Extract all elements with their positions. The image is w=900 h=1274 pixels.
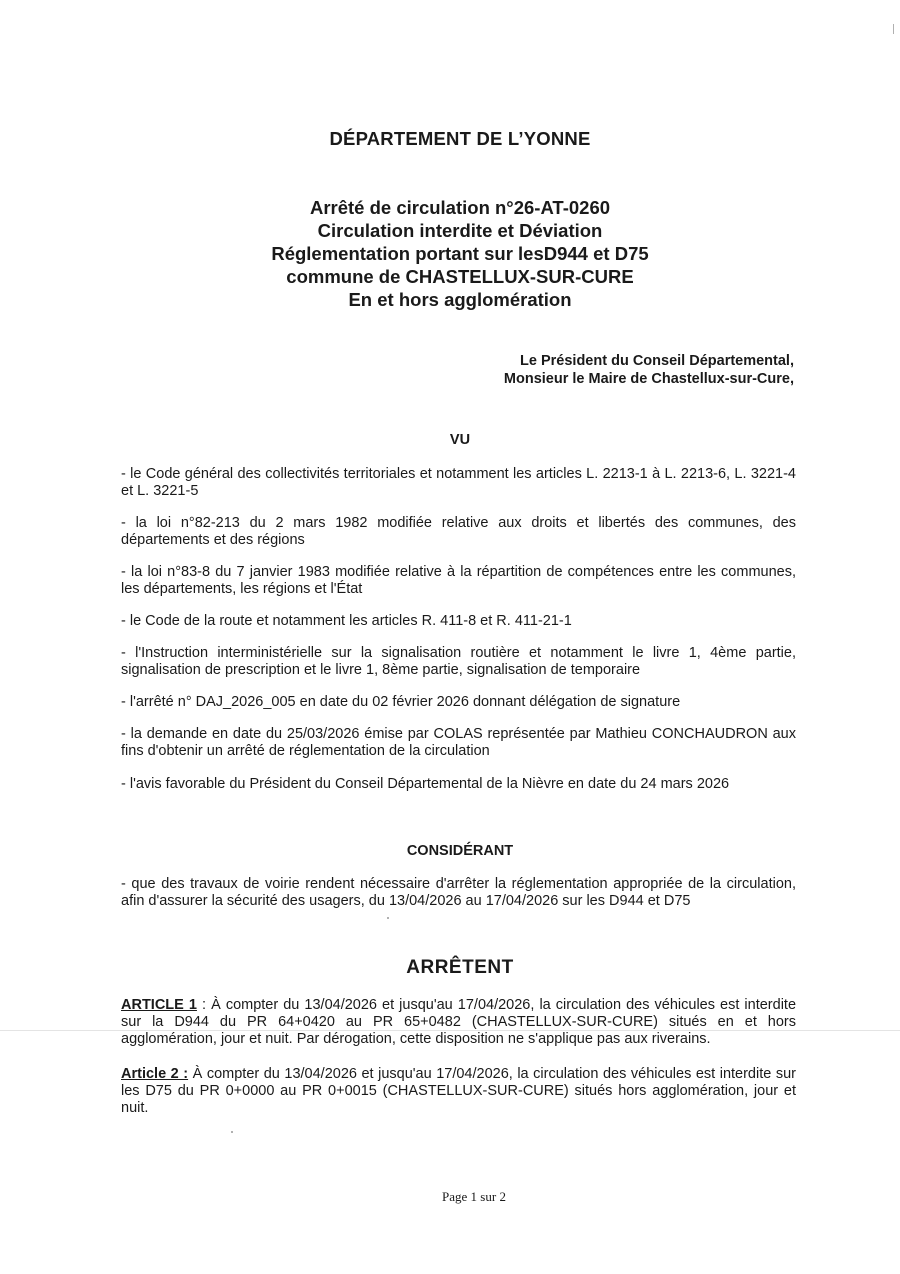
scan-corner-mark xyxy=(893,24,898,34)
decree-title-line: Arrêté de circulation n°26-AT-0260 xyxy=(309,197,611,218)
article-1-label: ARTICLE 1 xyxy=(121,997,197,1013)
article-2 xyxy=(121,1066,796,1117)
vu-item: - la loi n°82-213 du 2 mars 1982 modifiée relative aux droits et libertés des communes, des départements et des régions xyxy=(121,515,796,548)
scan-speck xyxy=(231,1131,233,1133)
vu-item: - le Code général des collectivités territoriales et notamment les articles L. 2213-1 à L. 2213-6, L. 3221-4 et L. 3221-5 xyxy=(121,466,796,499)
decree-title-line: Réglementation portant sur lesD944 et D75 xyxy=(271,243,649,264)
department-heading: DÉPARTEMENT DE L’YONNE xyxy=(329,128,591,149)
article-1-text: À compter du 13/04/2026 et jusqu'au 17/04/2026, la circulation des véhicules est interdite sur la D944 du PR 64+0420 au PR 65+0482 (CHASTELLUX-SUR-CURE) situés en et hors agglomération, jour et nuit. Par dérogation, cette disposition ne s'applique pas aux riverains. xyxy=(121,997,797,1047)
considerant-text: - que des travaux de voirie rendent nécessaire d'arrêter la réglementation appropriée de la circulation, afin d'assurer la sécurité des usagers, du 13/04/2026 au 17/04/2026 sur les D944 et D75 xyxy=(121,876,796,909)
article-1 xyxy=(121,997,796,1048)
vu-item: - la loi n°83-8 du 7 janvier 1983 modifiée relative à la répartition de compétences entre les communes, les départements, les régions et l'État xyxy=(121,564,796,597)
page-footer: Page 1 sur 2 xyxy=(442,1189,506,1204)
vu-item: - l'arrêté n° DAJ_2026_005 en date du 02 février 2026 donnant délégation de signature xyxy=(121,694,681,710)
signatory-line: Monsieur le Maire de Chastellux-sur-Cure, xyxy=(503,371,794,387)
vu-item: - l'Instruction interministérielle sur la signalisation routière et notamment le livre 1, 4ème partie, signalisation de prescription et le livre 1, 8ème partie, signalisation de temporaire xyxy=(121,645,796,678)
article-1-separator: : xyxy=(196,997,212,1013)
vu-item: - le Code de la route et notamment les articles R. 411-8 et R. 411-21-1 xyxy=(121,613,572,629)
decree-title-line: En et hors agglomération xyxy=(348,289,572,310)
decree-title-line: Circulation interdite et Déviation xyxy=(317,220,603,241)
considerant-heading: CONSIDÉRANT xyxy=(406,843,514,859)
article-2-text: À compter du 13/04/2026 et jusqu'au 17/04/2026, la circulation des véhicules est interdite sur les D75 du PR 0+0000 au PR 0+0015 (CHASTELLUX-SUR-CURE) situés hors agglomération, jour et nuit. xyxy=(121,1066,796,1116)
decree-title-block xyxy=(0,196,900,311)
scan-speck xyxy=(387,917,389,919)
arretent-heading: ARRÊTENT xyxy=(406,957,514,978)
vu-item: - l'avis favorable du Président du Conseil Départemental de la Nièvre en date du 24 mars 2026 xyxy=(121,776,730,792)
decree-title-line: commune de CHASTELLUX-SUR-CURE xyxy=(286,266,634,287)
signatories-block xyxy=(504,352,794,388)
article-2-label: Article 2 : xyxy=(121,1066,189,1082)
signatory-line: Le Président du Conseil Départemental, xyxy=(520,353,794,369)
vu-heading: VU xyxy=(449,432,471,448)
vu-item: - la demande en date du 25/03/2026 émise par COLAS représentée par Mathieu CONCHAUDRON aux fins d'obtenir un arrêté de réglementation de la circulation xyxy=(121,726,796,759)
